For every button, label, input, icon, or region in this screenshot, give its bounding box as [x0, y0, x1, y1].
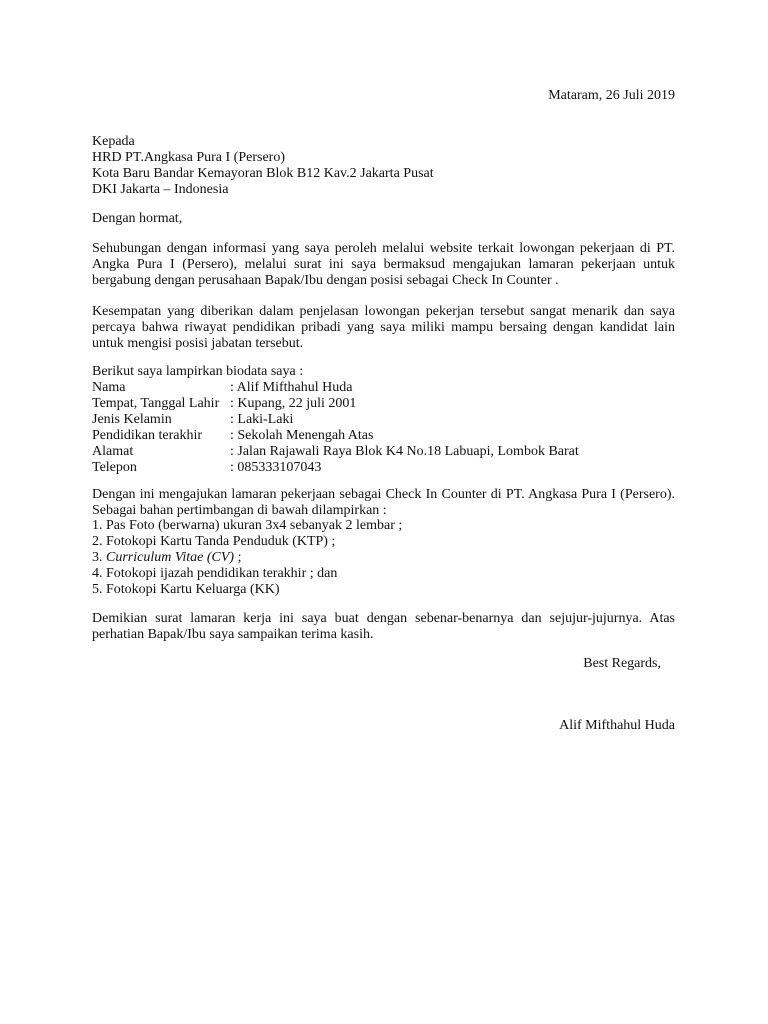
- biodata-value: : Sekolah Menengah Atas: [230, 428, 374, 443]
- biodata-label: Telepon: [92, 460, 137, 475]
- biodata-row: [92, 380, 675, 396]
- biodata-row: [92, 444, 675, 460]
- biodata-row: [92, 412, 675, 428]
- biodata-label: Tempat, Tanggal Lahir: [92, 396, 220, 411]
- recipient-line: Kepada: [92, 134, 135, 149]
- salutation: Dengan hormat,: [92, 211, 183, 226]
- biodata-label: Nama: [92, 380, 126, 395]
- biodata-value: : Jalan Rajawali Raya Blok K4 No.18 Labuapi, Lombok Barat: [230, 444, 579, 459]
- attachment-item: 2. Fotokopi Kartu Tanda Penduduk (KTP) ;: [92, 534, 336, 549]
- attachments-list: [92, 518, 675, 598]
- biodata-value: : Alif Mifthahul Huda: [230, 380, 353, 395]
- attachment-item: 1. Pas Foto (berwarna) ukuran 3x4 sebanyak 2 lembar ;: [92, 518, 403, 533]
- signature-name: Alif Mifthahul Huda: [559, 718, 675, 733]
- recipient-line: HRD PT.Angkasa Pura I (Persero): [92, 150, 285, 165]
- biodata-label: Pendidikan terakhir: [92, 428, 203, 443]
- biodata-row: [92, 428, 675, 444]
- biodata-row: [92, 396, 675, 412]
- biodata-value: : 085333107043: [230, 460, 322, 475]
- biodata-intro: Berikut saya lampirkan biodata saya :: [92, 364, 304, 379]
- attachment-item: 5. Fotokopi Kartu Keluarga (KK): [92, 582, 280, 597]
- biodata-label: Alamat: [92, 444, 134, 459]
- attachments-intro: Dengan ini mengajukan lamaran pekerjaan sebagai Check In Counter di PT. Angkasa Pura I (Persero). Sebagai bahan pertimbangan di bawah dilampirkan :: [92, 487, 675, 518]
- attachment-item: 3. Curriculum Vitae (CV) ;: [92, 550, 242, 565]
- biodata-value: : Kupang, 22 juli 2001: [230, 396, 357, 411]
- biodata-label: Jenis Kelamin: [92, 412, 172, 427]
- paragraph-intro: Sehubungan dengan informasi yang saya peroleh melalui website terkait lowongan pekerjaan di PT. Angka Pura I (Persero), melalui surat ini saya bermaksud mengajukan lamaran pekerjaan untuk bergabung dengan perusahaan Bapak/Ibu dengan posisi sebagai Check In Counter .: [92, 241, 675, 288]
- regards: Best Regards,: [583, 656, 661, 671]
- biodata-value: : Laki-Laki: [230, 412, 294, 427]
- attachment-item: 4. Fotokopi ijazah pendidikan terakhir ; dan: [92, 566, 338, 581]
- recipient-line: DKI Jakarta – Indonesia: [92, 182, 229, 197]
- closing-paragraph: Demikian surat lamaran kerja ini saya buat dengan sebenar-benarnya dan sejujur-jujurnya. Atas perhatian Bapak/Ibu saya sampaikan terima kasih.: [92, 611, 675, 642]
- biodata-section: [92, 364, 675, 476]
- letter-date: Mataram, 26 Juli 2019: [548, 88, 675, 103]
- recipient-block: [92, 134, 675, 198]
- biodata-row: [92, 460, 675, 476]
- recipient-line: Kota Baru Bandar Kemayoran Blok B12 Kav.2 Jakarta Pusat: [92, 166, 434, 181]
- paragraph-motivation: Kesempatan yang diberikan dalam penjelasan lowongan pekerjan tersebut sangat menarik dan saya percaya bahwa riwayat pendidikan pribadi yang saya miliki mampu bersaing dengan kandidat lain untuk mengisi posisi jabatan tersebut.: [92, 304, 675, 351]
